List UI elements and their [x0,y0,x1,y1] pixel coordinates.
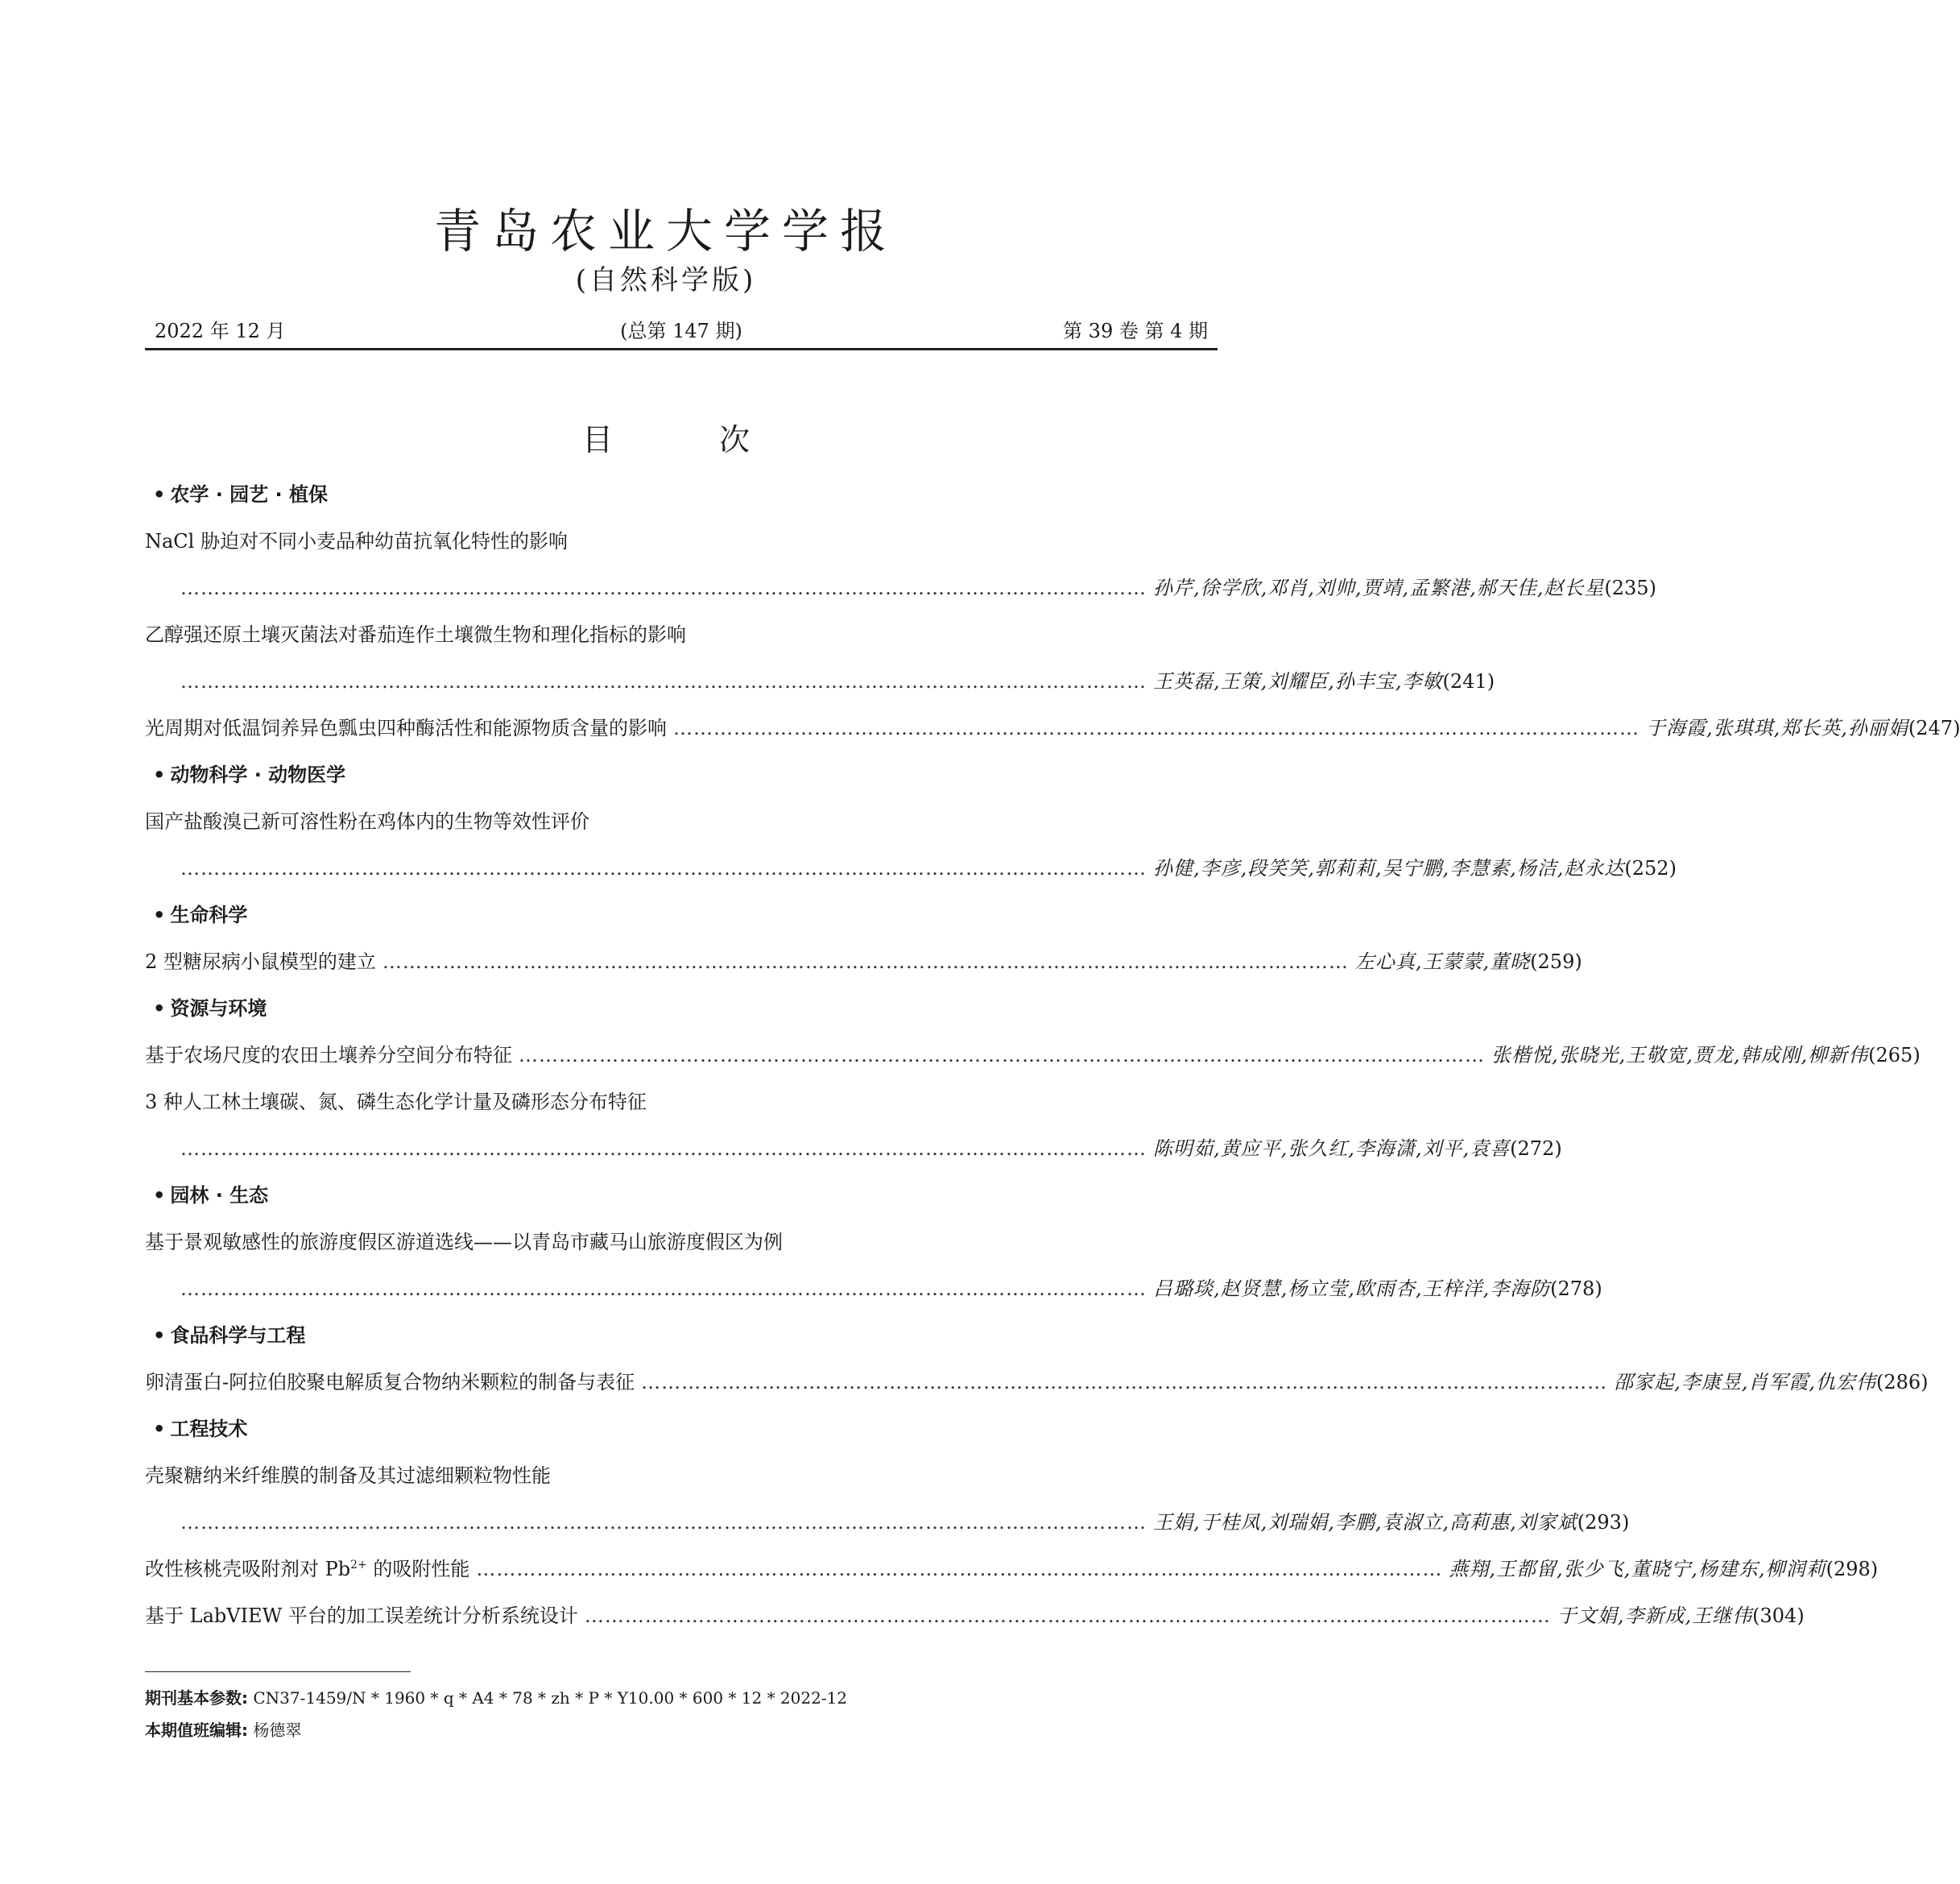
section-name: 动物科学 · 动物医学 [170,764,346,786]
section-heading: • 资源与环境 [153,997,267,1020]
article-authors: 燕翔,王都留,张少飞,董晓宁,杨建东,柳润莉 [1449,1558,1826,1580]
article-authors: 张楷悦,张晓光,王敬宽,贾龙,韩成刚,柳新伟 [1491,1044,1869,1066]
article-authors: 孙健,李彦,段笑笑,郭莉莉,吴宁鹏,李慧素,杨洁,赵永达 [1153,857,1625,880]
leader-dots: ……………………………………………………………………………………………………………………………… [180,1137,1147,1160]
article-page[interactable]: (278) [1550,1277,1602,1300]
article-title[interactable]: 3 种人工林土壤碳、氮、磷生态化学计量及磷形态分布特征 [145,1091,647,1113]
article-entry [145,1499,1630,1546]
article-title[interactable] [145,1546,469,1592]
issue-info-row [145,308,1218,341]
article-page[interactable]: (235) [1604,577,1656,599]
article-title[interactable]: 2 型糖尿病小鼠模型的建立 [145,950,376,973]
leader-dots: ……………………………………………………………………………………………………………………………… [382,950,1349,973]
section-name: 资源与环境 [170,997,267,1020]
section-name: 食品科学与工程 [170,1324,306,1347]
article-entry [145,1546,1879,1592]
total-issue: (总第 147 期) [620,320,742,342]
section-name: 生命科学 [170,904,248,926]
duty-editor [145,1714,847,1746]
toc-heading: 目 次 [581,422,799,458]
article-authors: 于文娟,李新成,王继伟 [1557,1605,1753,1627]
leader-dots: ……………………………………………………………………………………………………………………………… [519,1044,1485,1066]
leader-dots: ……………………………………………………………………………………………………………………………… [180,857,1147,880]
article-title[interactable]: 卵清蛋白-阿拉伯胶聚电解质复合物纳米颗粒的制备与表征 [145,1371,635,1393]
section-heading: • 农学 · 园艺 · 植保 [153,483,328,506]
leader-dots: ……………………………………………………………………………………………………………………………… [180,1277,1147,1300]
section-name: 工程技术 [170,1418,248,1440]
section-heading: • 工程技术 [153,1418,248,1440]
article-entry [145,1265,1602,1312]
article-page[interactable]: (252) [1624,857,1677,880]
table-of-contents [145,471,1960,1639]
article-title[interactable]: 基于农场尺度的农田土壤养分空间分布特征 [145,1044,512,1066]
leader-dots: ……………………………………………………………………………………………………………………………… [180,1511,1147,1534]
article-title[interactable]: 光周期对低温饲养异色瓢虫四种酶活性和能源物质含量的影响 [145,717,667,739]
leader-dots: ……………………………………………………………………………………………………………………………… [180,577,1147,599]
section-heading: • 生命科学 [153,904,248,926]
section-heading: • 园林 · 生态 [153,1184,269,1207]
leader-dots: ……………………………………………………………………………………………………………………………… [476,1558,1443,1580]
article-title[interactable]: 壳聚糖纳米纤维膜的制备及其过滤细颗粒物性能 [145,1464,551,1487]
article-entry [145,1125,1562,1172]
article-entry [145,705,1960,752]
article-entry [145,658,1495,705]
article-authors: 王英磊,王策,刘耀臣,孙丰宝,李敏 [1153,670,1443,693]
article-entry [145,1359,1929,1406]
article-entry [145,565,1656,611]
article-entry [145,1592,1805,1639]
article-title[interactable]: NaCl 胁迫对不同小麦品种幼苗抗氧化特性的影响 [145,530,568,553]
article-title[interactable]: 乙醇强还原土壤灭菌法对番茄连作土壤微生物和理化指标的影响 [145,623,686,646]
article-title[interactable]: 基于景观敏感性的旅游度假区游道选线——以青岛市藏马山旅游度假区为例 [145,1231,783,1253]
article-authors: 陈明茹,黄应平,张久红,李海潇,刘平,袁喜 [1153,1137,1511,1160]
params-value: CN37-1459/N * 1960 * q * A4 * 78 * zh * P * Y10.00 * 600 * 12 * 2022-12 [253,1688,848,1708]
article-page[interactable]: (298) [1826,1558,1879,1580]
editor-value: 杨德翠 [253,1720,302,1740]
article-page[interactable]: (259) [1530,950,1582,973]
article-entry [145,1032,1921,1079]
leader-dots: ……………………………………………………………………………………………………………………………… [641,1371,1608,1393]
article-page[interactable]: (247) [1908,717,1960,739]
article-title[interactable]: 国产盐酸溴己新可溶性粉在鸡体内的生物等效性评价 [145,810,589,833]
article-authors: 邵家起,李康昱,肖军霞,仇宏伟 [1614,1371,1876,1393]
header-rule [145,348,1218,350]
article-page[interactable]: (272) [1510,1137,1562,1160]
article-entry [145,938,1582,985]
leader-dots: ……………………………………………………………………………………………………………………………… [584,1605,1551,1627]
journal-title: 青岛农业大学学报 [433,204,898,259]
section-heading: • 动物科学 · 动物医学 [153,764,346,786]
article-page[interactable]: (265) [1868,1044,1921,1066]
article-title-end: 的吸附性能 [366,1558,470,1580]
leader-dots: ……………………………………………………………………………………………………………………………… [673,717,1640,739]
journal-parameters [145,1682,847,1714]
article-authors: 吕璐琰,赵贤慧,杨立莹,欧雨杏,王梓洋,李海防 [1153,1277,1551,1300]
footer [145,1682,847,1746]
article-title[interactable]: 基于 LabVIEW 平台的加工误差统计分析系统设计 [145,1605,578,1627]
params-label: 期刊基本参数: [145,1688,248,1708]
journal-subtitle: (自然科学版) [575,264,757,296]
article-authors: 于海霞,张琪琪,郑长英,孙丽娟 [1646,717,1908,739]
section-heading: • 食品科学与工程 [153,1324,306,1347]
superscript: 2+ [350,1559,367,1571]
section-name: 园林 · 生态 [170,1184,269,1207]
footer-rule [145,1671,411,1672]
article-authors: 孙芹,徐学欣,邓肖,刘帅,贾靖,孟繁港,郝天佳,赵长星 [1153,577,1605,599]
article-page[interactable]: (304) [1752,1605,1805,1627]
article-authors: 左心真,王蒙蒙,董晓 [1354,950,1531,973]
editor-label: 本期值班编辑: [145,1720,248,1740]
article-entry [145,845,1677,892]
article-title-text: 改性核桃壳吸附剂对 Pb [145,1558,351,1580]
article-page[interactable]: (241) [1442,670,1495,693]
article-page[interactable]: (286) [1876,1371,1929,1393]
leader-dots: ……………………………………………………………………………………………………………………………… [180,670,1147,693]
section-name: 农学 · 园艺 · 植保 [170,483,328,506]
article-page[interactable]: (293) [1577,1511,1630,1534]
issue-date: 2022 年 12 月 [155,320,286,342]
article-authors: 王娟,于桂凤,刘瑞娟,李鹏,袁淑立,高莉惠,刘家斌 [1153,1511,1578,1534]
volume-issue: 第 39 卷 第 4 期 [1063,320,1208,342]
